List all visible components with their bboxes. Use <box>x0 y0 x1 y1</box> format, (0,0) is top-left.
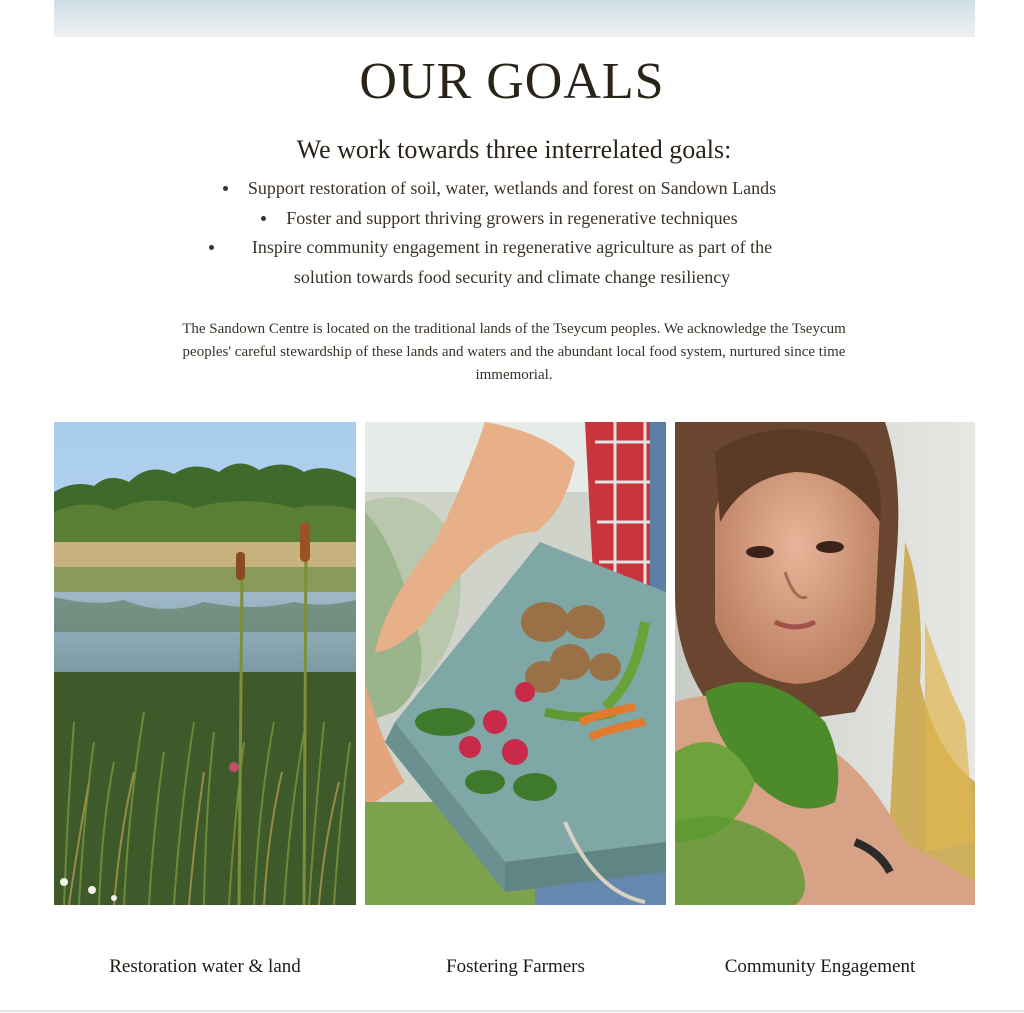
vegetable-crate-photo[interactable] <box>365 422 666 905</box>
hero-image-strip <box>54 0 975 37</box>
page-title: OUR GOALS <box>359 53 665 110</box>
caption-restoration: Restoration water & land <box>109 956 301 977</box>
goal-text: Inspire community engagement in regenerative agriculture as part of the solution towards food security and climate change resiliency <box>232 233 792 292</box>
wetland-photo[interactable] <box>54 422 356 905</box>
section-divider <box>0 1010 1024 1012</box>
caption-community: Community Engagement <box>724 956 916 977</box>
child-gardening-photo[interactable] <box>675 422 975 905</box>
goals-list <box>0 174 1024 292</box>
land-acknowledgement: The Sandown Centre is located on the traditional lands of the Tseycum peoples. We acknowledge the Tseycum peoples' careful stewardship of these lands and waters and the abundant local food system, nurtured since time immemorial. <box>182 321 846 383</box>
goals-subtitle: We work towards three interrelated goals: <box>296 135 732 164</box>
list-item <box>0 233 1024 292</box>
goal-text: Foster and support thriving growers in regenerative techniques <box>286 204 737 234</box>
list-item <box>0 204 1024 234</box>
list-item <box>0 174 1024 204</box>
goal-text: Support restoration of soil, water, wetlands and forest on Sandown Lands <box>248 174 776 204</box>
caption-farmers: Fostering Farmers <box>446 956 585 977</box>
